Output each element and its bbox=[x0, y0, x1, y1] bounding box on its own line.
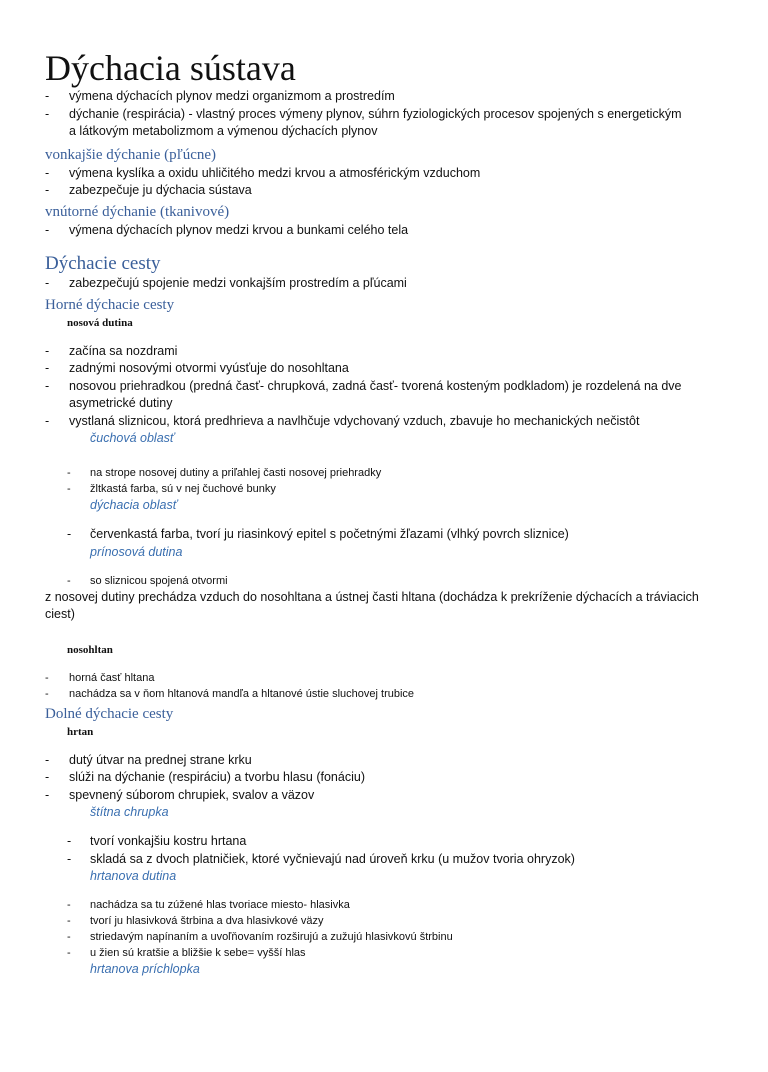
nosova-dutina-list-2 bbox=[45, 413, 728, 431]
list-item: - skladá sa z dvoch platničiek, ktoré vyčnievajú nad úroveň krku (u mužov tvoria ohryzok) bbox=[45, 851, 728, 869]
subheading-hrtanova-prichlopka: hrtanova príchlopka bbox=[90, 962, 200, 976]
list-item: - so sliznicou spojená otvormi bbox=[45, 573, 728, 589]
intro-list bbox=[45, 88, 728, 123]
section-heading-cesty: Dýchacie cesty bbox=[45, 253, 161, 274]
list-item: - červenkastá farba, tvorí ju riasinkový epitel s početnými žľazami (vlhký povrch sliznice) bbox=[45, 526, 728, 544]
list-item: - striedavým napínaním a uvoľňovaním rozširujú a zužujú hlasivkovú štrbinu bbox=[45, 929, 728, 945]
hrtanova-dutina-list bbox=[45, 897, 728, 961]
list-item: - nachádza sa tu zúžené hlas tvoriace miesto- hlasivka bbox=[45, 897, 728, 913]
subheading-stitna-chrupka: štítna chrupka bbox=[90, 805, 169, 819]
page-title: Dýchacia sústava bbox=[45, 48, 296, 88]
paragraph-nosova-dutina: z nosovej dutiny prechádza vzduch do nosohltana a ústnej časti hltana (dochádza k prekríženie dýchacích a tráviacich ciest) bbox=[45, 589, 699, 621]
list-item-continuation: asymetrické dutiny bbox=[69, 396, 173, 410]
section-heading-dolne: Dolné dýchacie cesty bbox=[45, 705, 174, 722]
subheading-cuchova-oblast: čuchová oblasť bbox=[90, 431, 175, 445]
hrtan-list bbox=[45, 752, 728, 805]
section-heading-horne: Horné dýchacie cesty bbox=[45, 296, 175, 313]
vnutorne-list bbox=[45, 222, 728, 240]
list-item: - u žien sú kratšie a bližšie k sebe= vyšší hlas bbox=[45, 945, 728, 961]
list-item: - slúži na dýchanie (respiráciu) a tvorbu hlasu (fonáciu) bbox=[45, 769, 728, 787]
cesty-list bbox=[45, 275, 728, 293]
list-item: - začína sa nozdrami bbox=[45, 343, 728, 361]
document-page bbox=[0, 48, 768, 1072]
list-item: - výmena dýchacích plynov medzi krvou a bunkami celého tela bbox=[45, 222, 728, 240]
list-item: - na strope nosovej dutiny a priľahlej časti nosovej priehradky bbox=[45, 465, 728, 481]
list-item: - výmena dýchacích plynov medzi organizmom a prostredím bbox=[45, 88, 728, 106]
list-item: - zadnými nosovými otvormi vyúsťuje do nosohltana bbox=[45, 360, 728, 378]
section-heading-vonkajsie: vonkajšie dýchanie (pľúcne) bbox=[45, 146, 217, 163]
section-heading-vnutorne: vnútorné dýchanie (tkanivové) bbox=[45, 203, 230, 220]
subheading-nosohltan: nosohltan bbox=[67, 643, 113, 656]
nosova-dutina-list bbox=[45, 343, 728, 396]
prinosova-list bbox=[45, 573, 728, 589]
intro-continuation: a látkovým metabolizmom a výmenou dýchacích plynov bbox=[69, 124, 378, 138]
list-item: - zabezpečuje ju dýchacia sústava bbox=[45, 182, 728, 200]
subheading-hrtan: hrtan bbox=[67, 725, 94, 738]
list-item: - horná časť hltana bbox=[45, 670, 728, 686]
vonkajsie-list bbox=[45, 165, 728, 200]
cuchova-list bbox=[45, 465, 728, 497]
nosohltan-list bbox=[45, 670, 728, 702]
list-item: - dýchanie (respirácia) - vlastný proces výmeny plynov, súhrn fyziologických procesov spojených s energetickým bbox=[45, 106, 728, 124]
list-item: - tvorí vonkajšiu kostru hrtana bbox=[45, 833, 728, 851]
list-item: - tvorí ju hlasivková štrbina a dva hlasivkové väzy bbox=[45, 913, 728, 929]
subheading-dychacia-oblast: dýchacia oblasť bbox=[90, 498, 178, 512]
list-item: - výmena kyslíka a oxidu uhličitého medzi krvou a atmosférickým vzduchom bbox=[45, 165, 728, 183]
subheading-hrtanova-dutina: hrtanova dutina bbox=[90, 869, 177, 883]
stitna-list bbox=[45, 833, 728, 868]
list-item: - nachádza sa v ňom hltanová mandľa a hltanové ústie sluchovej trubice bbox=[45, 686, 728, 702]
dychacia-list bbox=[45, 526, 728, 544]
list-item: - nosovou priehradkou (predná časť- chrupková, zadná časť- tvorená kosteným podkladom) je rozdelená na dve bbox=[45, 378, 728, 396]
list-item: - žltkastá farba, sú v nej čuchové bunky bbox=[45, 481, 728, 497]
subheading-nosova-dutina: nosová dutina bbox=[67, 316, 133, 329]
subheading-prinosova-dutina: prínosová dutina bbox=[90, 544, 183, 559]
list-item: - vystlaná sliznicou, ktorá predhrieva a navlhčuje vdychovaný vzduch, zbavuje ho mechanických nečistôt bbox=[45, 413, 728, 431]
list-item: - zabezpečujú spojenie medzi vonkajším prostredím a pľúcami bbox=[45, 275, 728, 293]
list-item: - dutý útvar na prednej strane krku bbox=[45, 752, 728, 770]
list-item: - spevnený súborom chrupiek, svalov a väzov bbox=[45, 787, 728, 805]
